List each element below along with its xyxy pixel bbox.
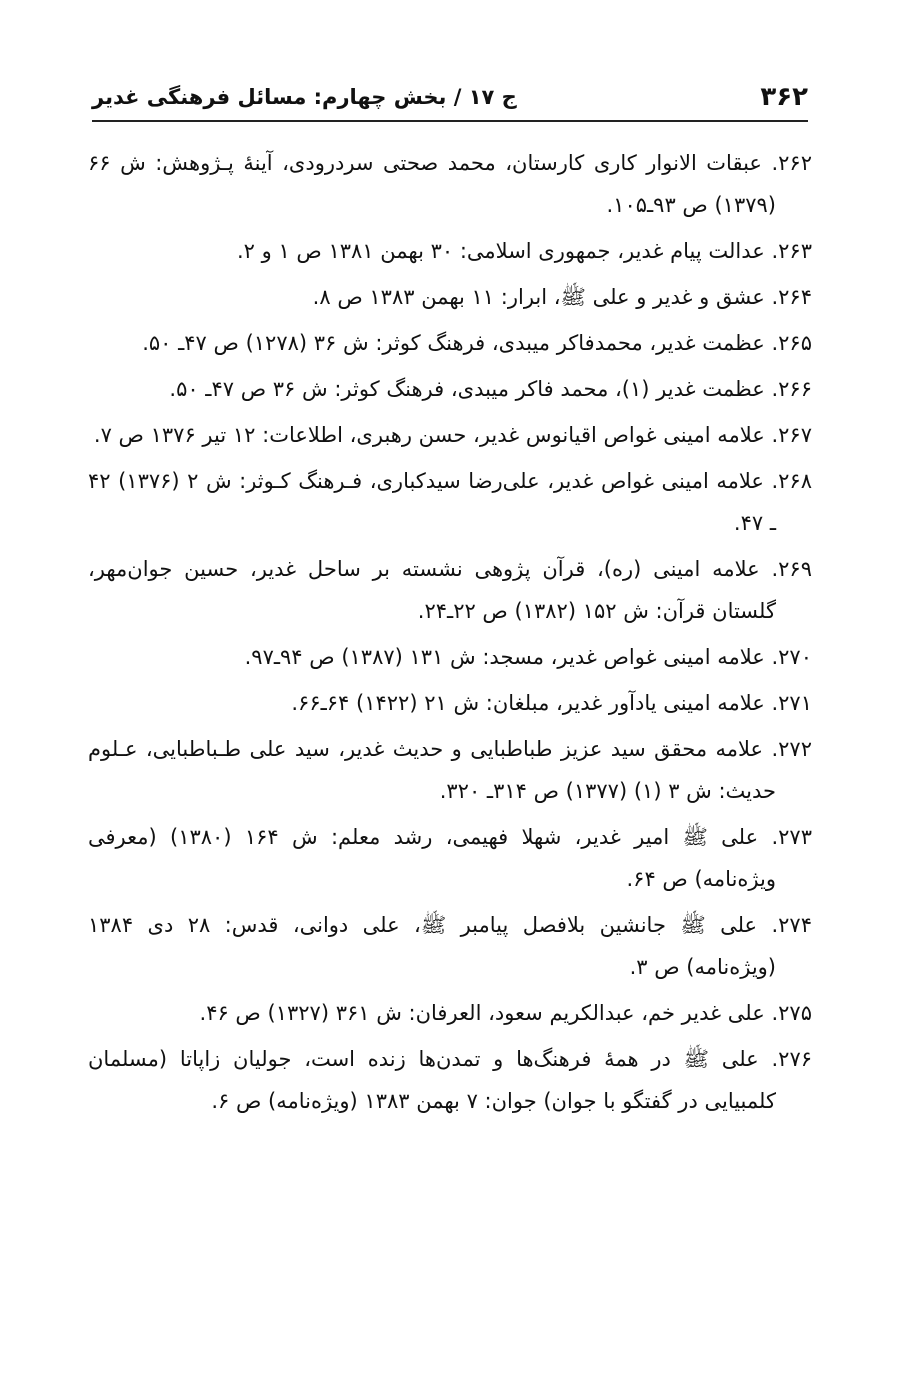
bibliography-list xyxy=(88,142,812,1126)
bibliography-entry xyxy=(88,816,812,900)
bibliography-entry xyxy=(88,414,812,456)
bibliography-entry xyxy=(88,1038,812,1122)
entry-text: علامه امینی یادآور غدیر، مبلغان: ش ۲۱ (۱۴۲۲) ۶۴ـ۶۶. xyxy=(291,691,765,715)
entry-number: ۲۶۷. xyxy=(771,423,812,447)
entry-number: ۲۶۳. xyxy=(771,239,812,263)
bibliography-entry xyxy=(88,682,812,724)
bibliography-entry xyxy=(88,276,812,318)
entry-number: ۲۷۶. xyxy=(771,1047,813,1071)
entry-text: علی ﷺ در همهٔ فرهنگ‌ها و تمدن‌ها زنده است، جولیان زاپاتا (مسلمان کلمبیایی در گفتگو با جوان) جوان: ۷ بهمن ۱۳۸۳ (ویژه‌نامه) ص ۶. xyxy=(88,1047,776,1113)
entry-number: ۲۶۵. xyxy=(771,331,812,355)
entry-number: ۲۶۶. xyxy=(771,377,812,401)
bibliography-entry xyxy=(88,368,812,410)
page-number: ۳۶۲ xyxy=(760,82,808,112)
bibliography-entry xyxy=(88,992,812,1034)
bibliography-entry xyxy=(88,460,812,544)
bibliography-entry xyxy=(88,230,812,272)
entry-number: ۲۶۴. xyxy=(771,285,812,309)
entry-number: ۲۶۲. xyxy=(771,151,812,175)
entry-text: علی ﷺ امیر غدیر، شهلا فهیمی، رشد معلم: ش ۱۶۴ (۱۳۸۰) (معرفی ویژه‌نامه) ص ۶۴. xyxy=(88,825,776,891)
entry-text: علامه امینی غواص اقیانوس غدیر، حسن رهبری، اطلاعات: ۱۲ تیر ۱۳۷۶ ص ۷. xyxy=(93,423,765,447)
entry-text: عدالت پیام غدیر، جمهوری اسلامی: ۳۰ بهمن ۱۳۸۱ ص ۱ و ۲. xyxy=(236,239,765,263)
bibliography-entry xyxy=(88,322,812,364)
bibliography-entry xyxy=(88,728,812,812)
entry-text: عبقات الانوار کاری کارستان، محمد صحتی سردرودی، آینهٔ پـژوهش: ش ۶۶ (۱۳۷۹) ص ۹۳ـ۱۰۵. xyxy=(88,151,776,217)
entry-text: عظمت غدیر، محمدفاکر میبدی، فرهنگ کوثر: ش ۳۶ (۱۲۷۸) ص ۴۷ـ ۵۰. xyxy=(142,331,765,355)
entry-number: ۲۶۹. xyxy=(771,557,812,581)
entry-text: علی غدیر خم، عبدالکریم سعود، العرفان: ش ۳۶۱ (۱۳۲۷) ص ۴۶. xyxy=(199,1001,765,1025)
bibliography-entry xyxy=(88,904,812,988)
entry-text: عظمت غدیر (۱)، محمد فاکر میبدی، فرهنگ کوثر: ش ۳۶ ص ۴۷ـ ۵۰. xyxy=(169,377,765,401)
entry-text: عشق و غدیر و علی ﷺ، ابرار: ۱۱ بهمن ۱۳۸۳ ص ۸. xyxy=(312,285,765,309)
entry-text: علامه امینی غواص غدیر، علی‌رضا سیدکباری، فـرهنگ کـوثر: ش ۲ (۱۳۷۶) ۴۲ ـ ۴۷. xyxy=(88,469,776,535)
entry-text: علامه محقق سید عزیز طباطبایی و حدیث غدیر، سید علی طـباطبایی، عـلوم حدیث: ش ۳ (۱) (۱۳۷۷) ص ۳۱۴ـ ۳۲۰. xyxy=(88,737,776,803)
entry-number: ۲۷۲. xyxy=(771,737,812,761)
entry-number: ۲۶۸. xyxy=(771,469,812,493)
entry-text: علامه امینی (ره)، قرآن پژوهی نشسته بر ساحل غدیر، حسین جوان‌مهر، گلستان قرآن: ش ۱۵۲ (۱۳۸۲) ص ۲۲ـ۲۴. xyxy=(88,557,776,623)
entry-text: علامه امینی غواص غدیر، مسجد: ش ۱۳۱ (۱۳۸۷) ص ۹۴ـ۹۷. xyxy=(244,645,765,669)
bibliography-entry xyxy=(88,548,812,632)
entry-number: ۲۷۳. xyxy=(771,825,812,849)
entry-number: ۲۷۱. xyxy=(771,691,812,715)
entry-number: ۲۷۴. xyxy=(771,913,812,937)
entry-number: ۲۷۰. xyxy=(771,645,812,669)
entry-text: علی ﷺ جانشین بلافصل پیامبر ﷺ، علی دوانی، قدس: ۲۸ دی ۱۳۸۴ (ویژه‌نامه) ص ۳. xyxy=(88,913,776,979)
entry-number: ۲۷۵. xyxy=(771,1001,812,1025)
bibliography-entry xyxy=(88,636,812,678)
bibliography-entry xyxy=(88,142,812,226)
page-header xyxy=(92,78,808,122)
running-title: ج ۱۷ / بخش چهارم: مسائل فرهنگی غدیر xyxy=(92,85,517,109)
